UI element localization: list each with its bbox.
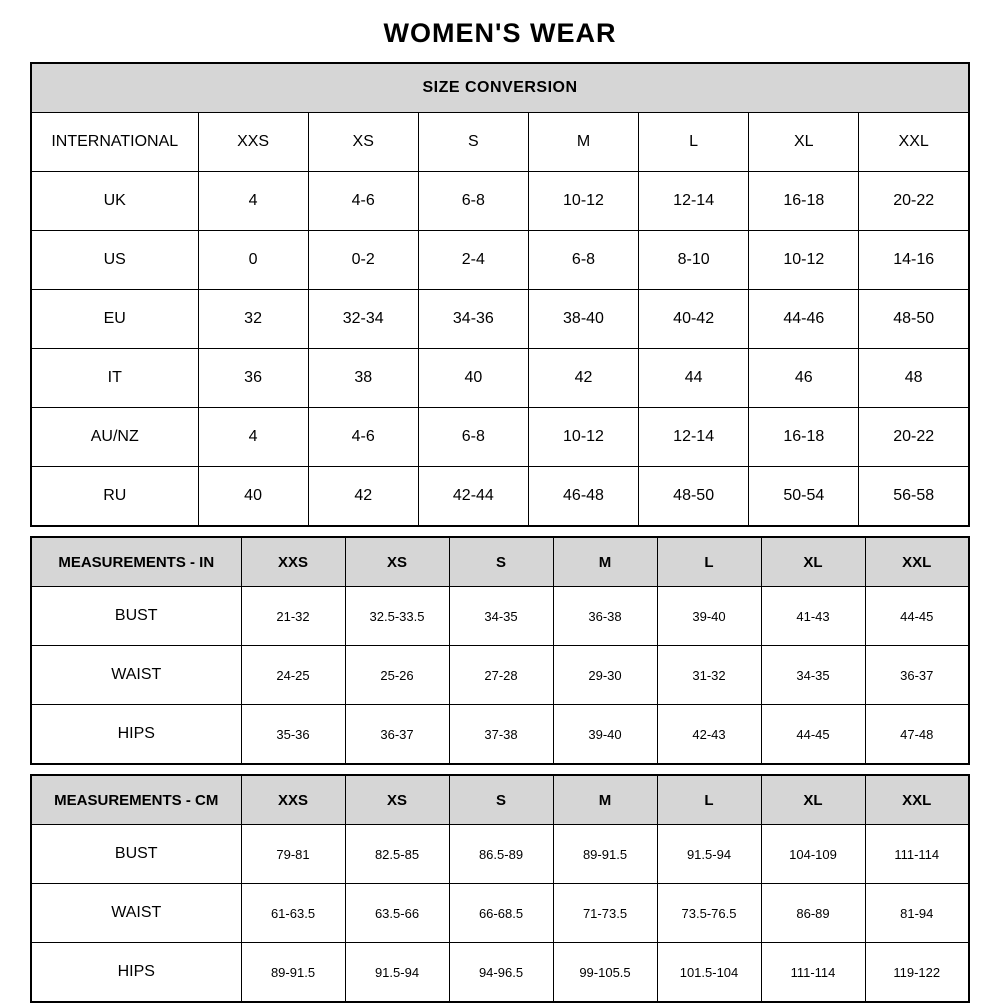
measurements-in-title: MEASUREMENTS - IN [31, 537, 241, 587]
size-cell: 42 [308, 467, 418, 527]
measurement-cell: 61-63.5 [241, 884, 345, 943]
measurement-cell: 34-35 [761, 646, 865, 705]
header-cell-international: INTERNATIONAL [31, 113, 198, 172]
size-cell: 50-54 [749, 467, 859, 527]
header-cell-xl: XL [761, 537, 865, 587]
measurement-cell: 42-43 [657, 705, 761, 765]
header-cell-m: M [553, 775, 657, 825]
size-cell: 32 [198, 290, 308, 349]
measurement-cell: 35-36 [241, 705, 345, 765]
measurement-cell: 41-43 [761, 587, 865, 646]
size-cell: 16-18 [749, 172, 859, 231]
row-label: RU [31, 467, 198, 527]
measurement-cell: 86.5-89 [449, 825, 553, 884]
header-cell-xxl: XXL [865, 537, 969, 587]
size-cell: 8-10 [639, 231, 749, 290]
size-cell: 10-12 [528, 408, 638, 467]
measurement-cell: 29-30 [553, 646, 657, 705]
measurement-cell: 25-26 [345, 646, 449, 705]
header-cell-xl: XL [761, 775, 865, 825]
measurement-cell: 36-38 [553, 587, 657, 646]
table-row-waist-in [31, 646, 969, 705]
header-cell-xs: XS [345, 537, 449, 587]
size-cell: 38-40 [528, 290, 638, 349]
header-cell-xl: XL [749, 113, 859, 172]
measurements-cm-title: MEASUREMENTS - CM [31, 775, 241, 825]
measurement-cell: 32.5-33.5 [345, 587, 449, 646]
page-title: WOMEN'S WEAR [383, 18, 617, 48]
measurement-cell: 111-114 [761, 943, 865, 1003]
header-cell-s: S [418, 113, 528, 172]
header-cell-s: S [449, 775, 553, 825]
measurement-cell: 66-68.5 [449, 884, 553, 943]
size-cell: 56-58 [859, 467, 969, 527]
measurements-in-header-row [31, 537, 969, 587]
row-label: HIPS [31, 943, 241, 1003]
size-cell: 4 [198, 172, 308, 231]
table-row-us [31, 231, 969, 290]
size-cell: 44 [639, 349, 749, 408]
table-row-uk [31, 172, 969, 231]
size-cell: 6-8 [418, 408, 528, 467]
header-cell-xxs: XXS [241, 537, 345, 587]
header-cell-xxl: XXL [859, 113, 969, 172]
size-cell: 6-8 [528, 231, 638, 290]
size-cell: 36 [198, 349, 308, 408]
size-cell: 42-44 [418, 467, 528, 527]
measurement-cell: 37-38 [449, 705, 553, 765]
size-cell: 46 [749, 349, 859, 408]
table-row-eu [31, 290, 969, 349]
size-cell: 4-6 [308, 408, 418, 467]
size-cell: 38 [308, 349, 418, 408]
row-label: HIPS [31, 705, 241, 765]
size-cell: 44-46 [749, 290, 859, 349]
header-cell-l: L [657, 537, 761, 587]
measurements-cm-header-row [31, 775, 969, 825]
row-label: EU [31, 290, 198, 349]
measurement-cell: 34-35 [449, 587, 553, 646]
row-label: WAIST [31, 646, 241, 705]
table-row-it [31, 349, 969, 408]
header-cell-m: M [528, 113, 638, 172]
header-cell-s: S [449, 537, 553, 587]
measurement-cell: 89-91.5 [241, 943, 345, 1003]
size-conversion-title: SIZE CONVERSION [31, 63, 969, 113]
measurements-cm-table [30, 774, 970, 1003]
measurement-cell: 24-25 [241, 646, 345, 705]
measurements-in-table [30, 536, 970, 765]
size-cell: 40 [418, 349, 528, 408]
measurement-cell: 27-28 [449, 646, 553, 705]
size-cell: 0-2 [308, 231, 418, 290]
size-cell: 10-12 [749, 231, 859, 290]
row-label: US [31, 231, 198, 290]
size-cell: 4 [198, 408, 308, 467]
header-cell-xxs: XXS [241, 775, 345, 825]
size-cell: 20-22 [859, 172, 969, 231]
size-cell: 40-42 [639, 290, 749, 349]
row-label: BUST [31, 825, 241, 884]
measurement-cell: 36-37 [865, 646, 969, 705]
measurement-cell: 119-122 [865, 943, 969, 1003]
measurement-cell: 71-73.5 [553, 884, 657, 943]
measurement-cell: 36-37 [345, 705, 449, 765]
measurement-cell: 94-96.5 [449, 943, 553, 1003]
header-cell-xxs: XXS [198, 113, 308, 172]
measurement-cell: 44-45 [865, 587, 969, 646]
row-label: AU/NZ [31, 408, 198, 467]
measurement-cell: 101.5-104 [657, 943, 761, 1003]
measurement-cell: 81-94 [865, 884, 969, 943]
table-row-hips-in [31, 705, 969, 765]
measurement-cell: 91.5-94 [657, 825, 761, 884]
row-label: UK [31, 172, 198, 231]
measurement-cell: 104-109 [761, 825, 865, 884]
size-conversion-header-row [31, 113, 969, 172]
header-cell-l: L [657, 775, 761, 825]
measurement-cell: 47-48 [865, 705, 969, 765]
table-row-waist-cm [31, 884, 969, 943]
size-cell: 4-6 [308, 172, 418, 231]
table-row-aunz [31, 408, 969, 467]
size-cell: 12-14 [639, 172, 749, 231]
size-cell: 0 [198, 231, 308, 290]
measurement-cell: 63.5-66 [345, 884, 449, 943]
size-conversion-table [30, 62, 970, 527]
measurement-cell: 39-40 [553, 705, 657, 765]
size-cell: 32-34 [308, 290, 418, 349]
table-row-ru [31, 467, 969, 527]
measurement-cell: 91.5-94 [345, 943, 449, 1003]
size-cell: 20-22 [859, 408, 969, 467]
measurement-cell: 31-32 [657, 646, 761, 705]
measurement-cell: 89-91.5 [553, 825, 657, 884]
measurement-cell: 73.5-76.5 [657, 884, 761, 943]
size-conversion-title-row [31, 63, 969, 113]
size-cell: 6-8 [418, 172, 528, 231]
header-cell-m: M [553, 537, 657, 587]
measurement-cell: 111-114 [865, 825, 969, 884]
size-cell: 2-4 [418, 231, 528, 290]
header-cell-xxl: XXL [865, 775, 969, 825]
size-cell: 16-18 [749, 408, 859, 467]
measurement-cell: 86-89 [761, 884, 865, 943]
row-label: WAIST [31, 884, 241, 943]
size-cell: 48-50 [639, 467, 749, 527]
size-cell: 10-12 [528, 172, 638, 231]
size-cell: 12-14 [639, 408, 749, 467]
measurement-cell: 79-81 [241, 825, 345, 884]
measurement-cell: 21-32 [241, 587, 345, 646]
size-cell: 48 [859, 349, 969, 408]
row-label: BUST [31, 587, 241, 646]
size-cell: 48-50 [859, 290, 969, 349]
measurement-cell: 44-45 [761, 705, 865, 765]
table-row-hips-cm [31, 943, 969, 1003]
measurement-cell: 39-40 [657, 587, 761, 646]
measurement-cell: 99-105.5 [553, 943, 657, 1003]
table-row-bust-cm [31, 825, 969, 884]
size-cell: 42 [528, 349, 638, 408]
header-cell-xs: XS [345, 775, 449, 825]
table-row-bust-in [31, 587, 969, 646]
size-cell: 46-48 [528, 467, 638, 527]
header-cell-l: L [639, 113, 749, 172]
size-cell: 14-16 [859, 231, 969, 290]
row-label: IT [31, 349, 198, 408]
measurement-cell: 82.5-85 [345, 825, 449, 884]
header-cell-xs: XS [308, 113, 418, 172]
size-cell: 34-36 [418, 290, 528, 349]
size-cell: 40 [198, 467, 308, 527]
